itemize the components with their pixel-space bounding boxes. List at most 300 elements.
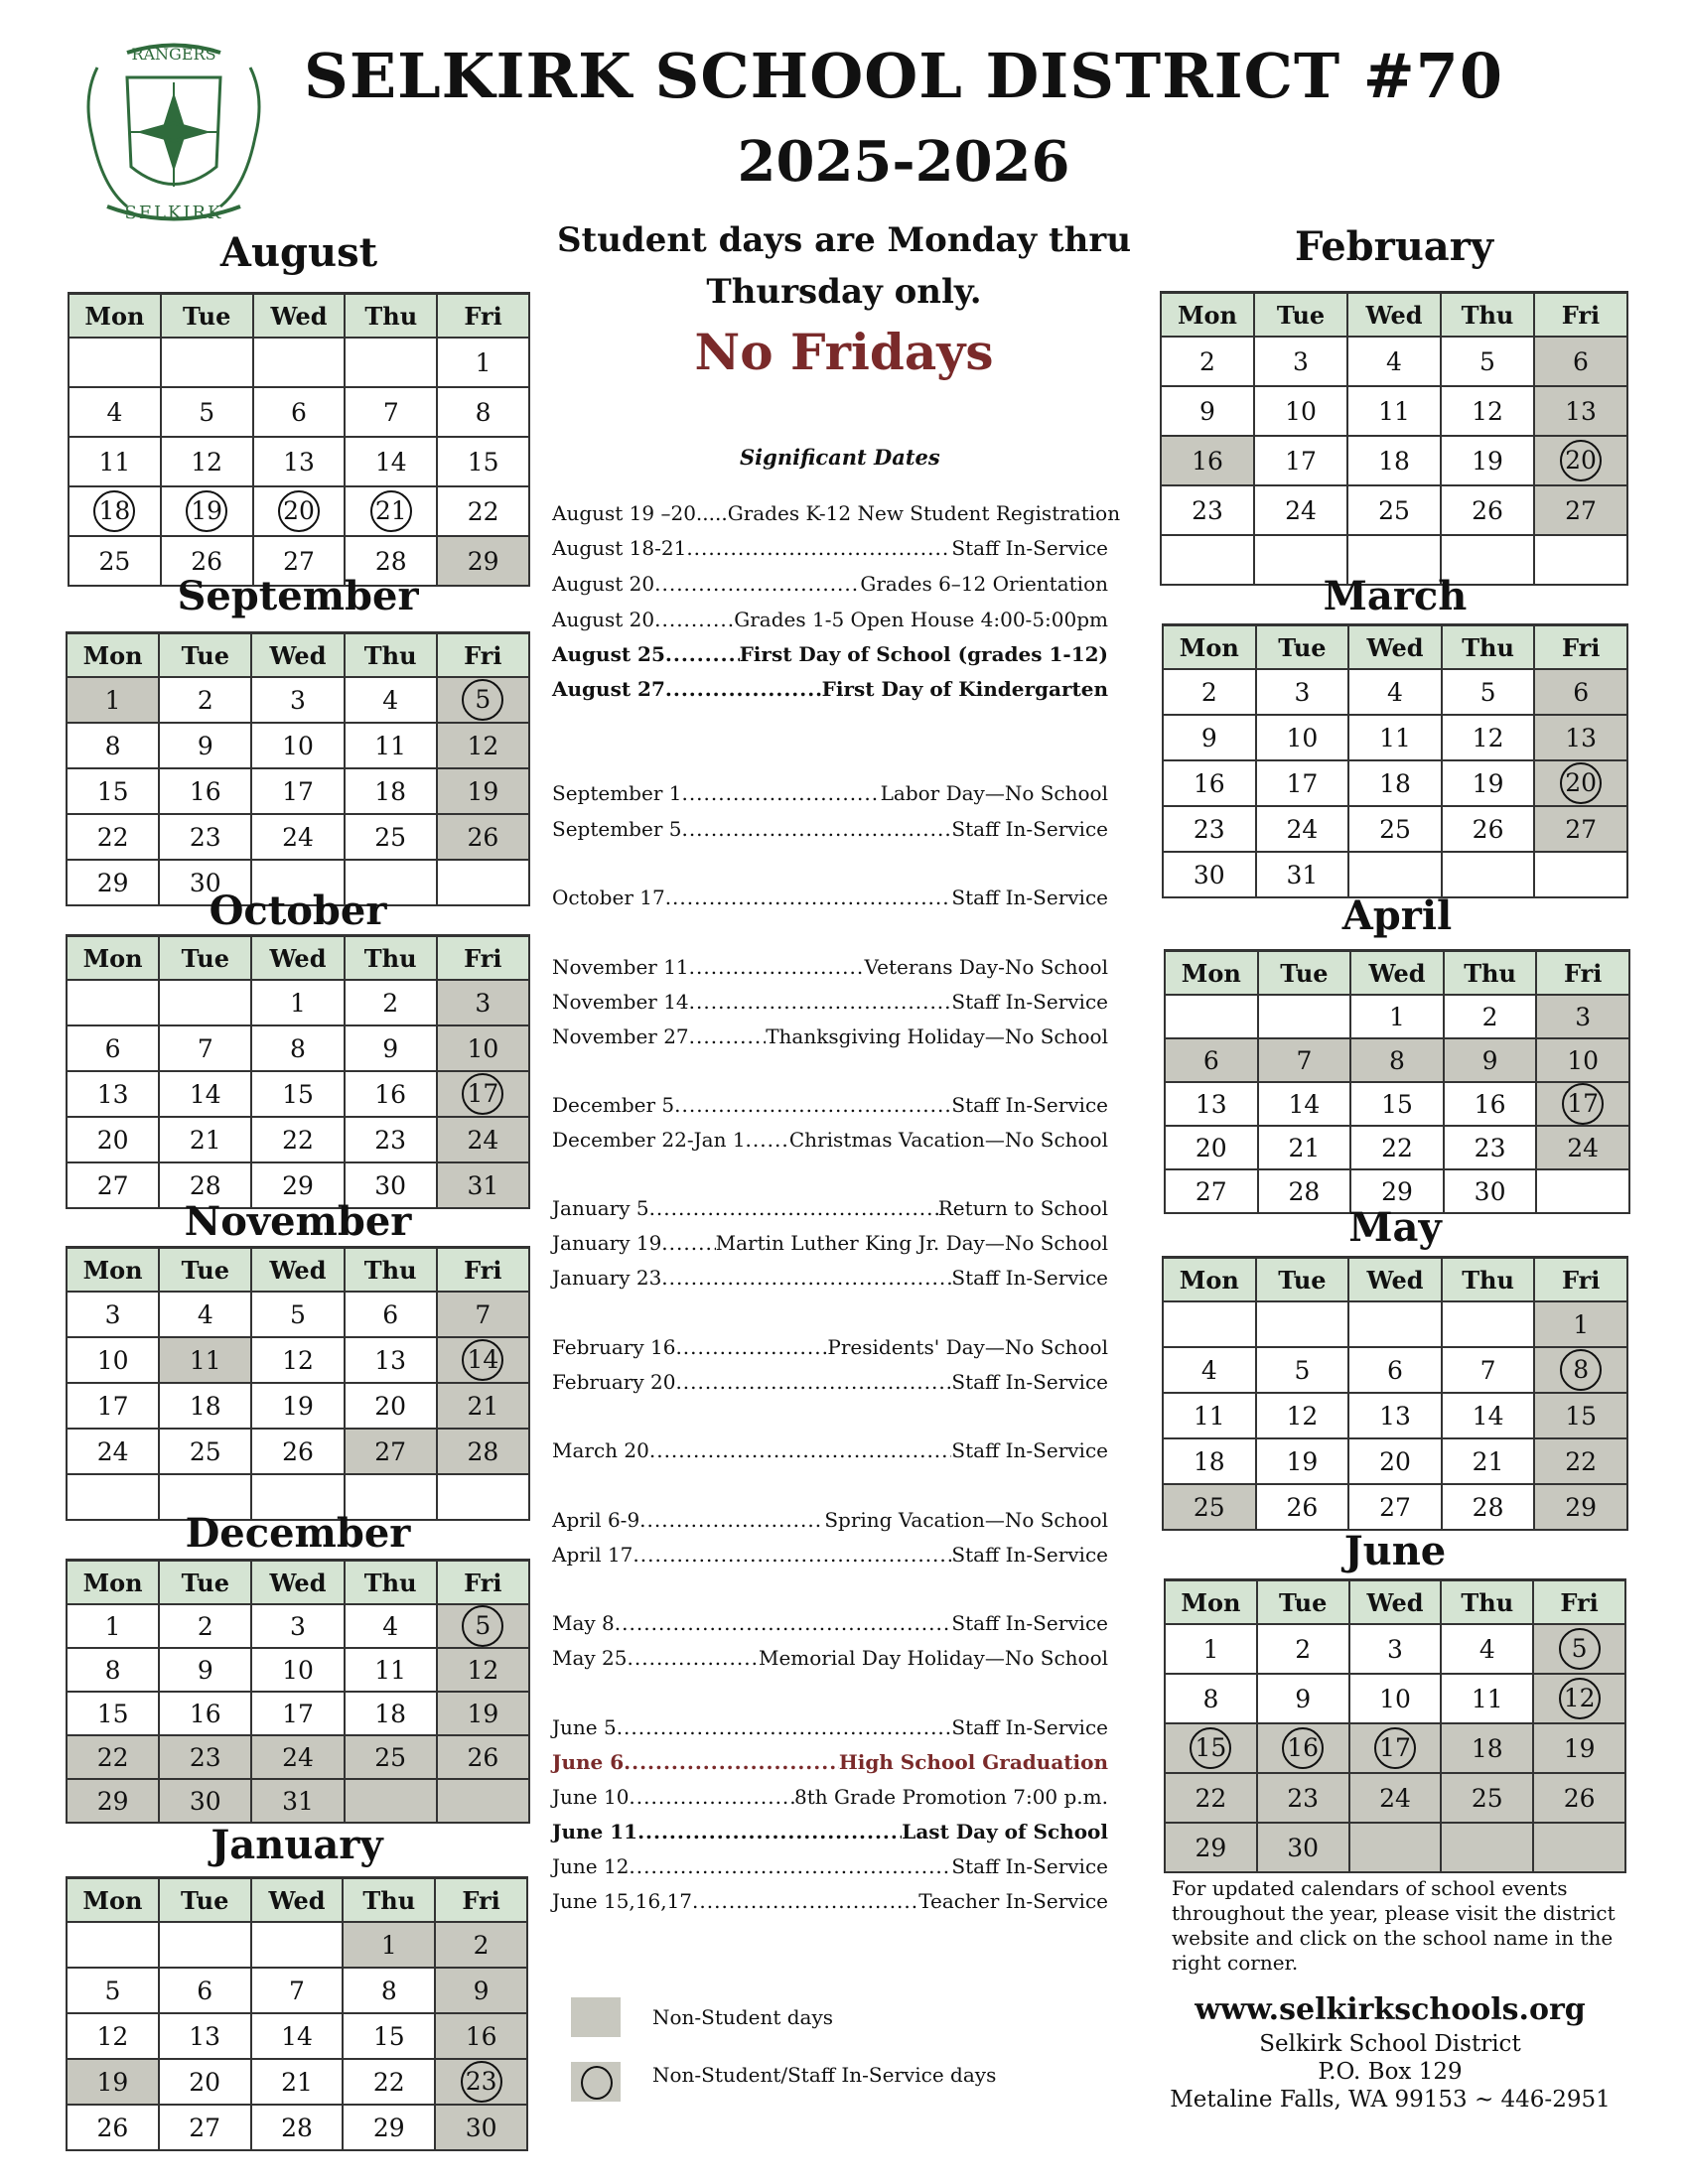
significant-date-item [552, 884, 1108, 911]
day-header: Fri [437, 936, 529, 981]
day-cell: 8 [67, 1648, 159, 1692]
day-cell: 1 [67, 1604, 159, 1648]
event-date: August 18-21 [552, 536, 687, 560]
day-cell: 6 [1348, 1347, 1442, 1393]
day-cell: 13 [253, 437, 346, 486]
day-cell: 8 [1165, 1674, 1257, 1723]
day-cell-non-student: 6 [1165, 1038, 1258, 1082]
day-cell: 3 [251, 677, 344, 723]
day-header: Mon [67, 936, 159, 981]
legend-non-student-label: Non-Student days [652, 2005, 834, 2029]
significant-date-item [552, 1091, 1108, 1119]
day-cell: 20 [159, 2059, 251, 2105]
day-cell: 11 [69, 437, 161, 486]
day-cell: 12 [67, 2013, 159, 2059]
day-cell: 7 [159, 1025, 251, 1071]
day-cell: 5 [1442, 669, 1535, 715]
day-cell: 25 [159, 1429, 251, 1474]
day-header: Wed [251, 633, 344, 678]
day-cell: 4 [1441, 1624, 1533, 1674]
day-cell-non-student: 16 [1161, 436, 1254, 485]
day-cell-non-student [1533, 1624, 1625, 1674]
day-cell: 29 [251, 1162, 344, 1208]
day-header: Thu [1441, 1580, 1533, 1625]
day-cell: 6 [159, 1968, 251, 2013]
day-cell-non-student [437, 677, 529, 723]
event-date: November 27 [552, 1024, 689, 1048]
day-cell: 3 [67, 1292, 159, 1337]
day-cell: 27 [159, 2105, 251, 2150]
day-header: Thu [1442, 625, 1535, 670]
website-link[interactable]: www.selkirkschools.org [1195, 1992, 1586, 2027]
significant-date-item [552, 815, 1108, 843]
significant-date-item [552, 1194, 1108, 1222]
day-cell-non-student: 6 [1534, 669, 1627, 715]
day-cell: 8 [437, 387, 529, 437]
day-cell: 11 [1163, 1393, 1256, 1438]
day-cell: 14 [345, 437, 437, 486]
day-cell-non-student: 31 [437, 1162, 529, 1208]
event-description: Christmas Vacation—No School [788, 1128, 1108, 1152]
day-cell: 4 [69, 387, 161, 437]
event-description: Grades K-12 New Student Registration [727, 501, 1121, 525]
day-cell: 18 [1347, 436, 1441, 485]
significant-date-item [552, 1887, 1108, 1915]
day-cell: 24 [251, 814, 344, 860]
dot-leader [661, 1264, 951, 1292]
day-cell-non-student: 22 [67, 1735, 159, 1779]
day-cell-non-student [435, 2059, 527, 2105]
day-header: Fri [435, 1878, 527, 1923]
in-service-day-marker: 16 [1282, 1727, 1324, 1769]
day-header: Fri [437, 294, 529, 339]
event-date: August 20 [552, 608, 655, 631]
day-cell: 16 [1163, 760, 1256, 806]
day-cell [251, 1922, 344, 1968]
dot-leader [633, 1541, 951, 1569]
page-title: SELKIRK SCHOOL DISTRICT #70 [304, 40, 1503, 112]
calendar-february [1160, 291, 1628, 586]
day-cell: 26 [251, 1429, 344, 1474]
day-cell-non-student: 31 [251, 1779, 344, 1823]
day-cell: 19 [1442, 760, 1535, 806]
day-cell: 29 [1350, 1169, 1444, 1213]
dot-leader [639, 1506, 824, 1534]
day-cell: 21 [159, 1117, 251, 1162]
event-date: June 6 [552, 1750, 625, 1774]
day-cell: 27 [253, 536, 346, 586]
calendar-april [1164, 949, 1630, 1214]
day-cell: 30 [159, 860, 251, 905]
significant-date-item [552, 675, 1108, 703]
day-cell: 17 [1256, 760, 1349, 806]
day-cell: 28 [159, 1162, 251, 1208]
significant-date-item [552, 1229, 1108, 1257]
day-cell: 8 [251, 1025, 344, 1071]
event-description: Thanksgiving Holiday—No School [766, 1024, 1108, 1048]
day-header: Tue [159, 1248, 251, 1293]
day-cell: 14 [1442, 1393, 1535, 1438]
day-cell: 24 [67, 1429, 159, 1474]
day-cell: 17 [1254, 436, 1347, 485]
calendar-january [66, 1876, 528, 2151]
significant-date-item [552, 499, 1121, 527]
day-cell-non-student: 27 [1534, 806, 1627, 852]
day-cell: 9 [1257, 1674, 1349, 1723]
day-cell-non-student: 12 [437, 1648, 529, 1692]
day-cell-non-student: 23 [1257, 1773, 1349, 1823]
day-cell: 15 [251, 1071, 344, 1117]
day-header: Wed [251, 936, 344, 981]
day-cell: 5 [1256, 1347, 1349, 1393]
day-cell: 12 [1256, 1393, 1349, 1438]
in-service-day-marker: 15 [1190, 1727, 1231, 1769]
day-cell: 22 [343, 2059, 435, 2105]
in-service-day-marker: 20 [278, 490, 320, 532]
day-cell-non-student: 7 [437, 1292, 529, 1337]
in-service-day-marker: 23 [461, 2061, 502, 2103]
day-cell: 17 [251, 768, 344, 814]
month-title-august: August [219, 229, 378, 276]
school-year: 2025-2026 [737, 129, 1070, 195]
day-cell: 19 [1256, 1438, 1349, 1484]
day-cell: 29 [343, 2105, 435, 2150]
day-header: Mon [67, 1561, 159, 1605]
day-header: Wed [1350, 951, 1444, 996]
in-service-day-marker: 14 [462, 1339, 503, 1381]
dot-leader [674, 1091, 951, 1119]
day-header: Fri [437, 1248, 529, 1293]
event-date: August 25 [552, 642, 665, 666]
day-cell: 28 [1258, 1169, 1351, 1213]
circle-icon [581, 2066, 613, 2100]
day-cell [1348, 852, 1442, 897]
event-description: Presidents' Day—No School [827, 1335, 1108, 1359]
day-cell-non-student: 24 [251, 1735, 344, 1779]
day-cell: 16 [159, 1692, 251, 1735]
day-cell-non-student [345, 1779, 437, 1823]
day-cell: 20 [67, 1117, 159, 1162]
day-cell-non-student: 19 [67, 2059, 159, 2105]
day-cell: 27 [1348, 1484, 1442, 1530]
day-cell [69, 338, 161, 387]
day-cell-non-student: 28 [437, 1429, 529, 1474]
district-address: Metaline Falls, WA 99153 ~ 446-2951 [1170, 2087, 1611, 2113]
day-cell: 9 [1161, 386, 1254, 436]
day-cell: 20 [1165, 1126, 1258, 1169]
month-title-november: November [184, 1198, 412, 1245]
in-service-day-marker: 20 [1560, 762, 1602, 804]
day-cell-non-student [1534, 1347, 1627, 1393]
day-cell: 5 [1441, 337, 1534, 386]
dot-leader [649, 1194, 938, 1222]
day-cell: 18 [1348, 760, 1442, 806]
dot-leader [665, 640, 740, 668]
significant-date-item [552, 1609, 1108, 1637]
day-cell: 19 [251, 1383, 344, 1429]
day-header: Fri [437, 1561, 529, 1605]
calendar-december [66, 1559, 530, 1824]
day-header: Mon [1163, 1258, 1256, 1302]
day-cell: 13 [1348, 1393, 1442, 1438]
day-header: Mon [1163, 625, 1256, 670]
day-cell: 20 [345, 1383, 437, 1429]
day-header: Tue [1256, 1258, 1349, 1302]
legend-non-student-swatch [571, 1997, 621, 2037]
day-cell-non-student: 19 [1533, 1723, 1625, 1773]
event-description: Staff In-Service [951, 817, 1108, 841]
day-cell: 25 [69, 536, 161, 586]
significant-date-item [552, 988, 1108, 1016]
day-cell: 21 [251, 2059, 344, 2105]
day-header: Tue [1254, 293, 1347, 338]
event-description: Staff In-Service [951, 536, 1108, 560]
day-cell: 23 [1161, 485, 1254, 535]
day-header: Fri [1534, 293, 1627, 338]
month-title-october: October [209, 887, 387, 934]
month-title-april: April [1341, 892, 1453, 939]
dot-leader [637, 1818, 902, 1845]
dot-leader [675, 1368, 951, 1396]
day-cell: 11 [1348, 715, 1442, 760]
event-date: April 6-9 [552, 1508, 640, 1532]
day-cell: 24 [1254, 485, 1347, 535]
day-header: Thu [343, 1878, 435, 1923]
day-cell-non-student: 6 [1534, 337, 1627, 386]
day-cell: 5 [161, 387, 253, 437]
dot-leader [628, 1644, 759, 1672]
day-cell: 10 [1256, 715, 1349, 760]
day-header: Thu [1444, 951, 1537, 996]
day-header: Mon [1161, 293, 1254, 338]
day-cell-non-student [1533, 1674, 1625, 1723]
dot-leader [746, 1126, 789, 1154]
day-cell: 5 [251, 1292, 344, 1337]
day-cell: 23 [345, 1117, 437, 1162]
day-cell: 6 [67, 1025, 159, 1071]
event-description: Staff In-Service [951, 1715, 1108, 1739]
day-cell: 16 [345, 1071, 437, 1117]
event-date: August 19 –20..... [552, 501, 728, 525]
day-cell: 3 [1254, 337, 1347, 386]
day-cell: 2 [1257, 1624, 1349, 1674]
day-cell-non-student: 29 [67, 1779, 159, 1823]
day-cell [253, 486, 346, 536]
event-description: Staff In-Service [951, 886, 1108, 909]
svg-text:SELKIRK: SELKIRK [124, 203, 223, 223]
in-service-day-marker: 18 [93, 490, 135, 532]
day-cell-non-student [1165, 1723, 1257, 1773]
day-header: Tue [1258, 951, 1351, 996]
day-header: Tue [161, 294, 253, 339]
day-cell: 23 [1444, 1126, 1537, 1169]
day-cell-non-student: 22 [1165, 1773, 1257, 1823]
day-cell: 25 [345, 814, 437, 860]
day-cell: 21 [1442, 1438, 1535, 1484]
day-header: Mon [67, 633, 159, 678]
day-cell-non-student: 22 [1534, 1438, 1627, 1484]
day-cell-non-student: 19 [437, 1692, 529, 1735]
day-cell [1534, 852, 1627, 897]
significant-date-item [552, 1264, 1108, 1292]
day-cell: 22 [1350, 1126, 1444, 1169]
significant-date-item [552, 1333, 1108, 1361]
event-description: Teacher In-Service [918, 1889, 1108, 1913]
day-cell: 2 [345, 980, 437, 1025]
day-cell-non-student: 12 [437, 723, 529, 768]
day-header: Fri [1536, 951, 1629, 996]
day-cell: 10 [251, 723, 344, 768]
day-cell-non-student: 30 [1257, 1823, 1349, 1872]
day-cell: 16 [1444, 1082, 1537, 1126]
month-title-february: February [1294, 223, 1494, 270]
day-cell: 17 [251, 1692, 344, 1735]
day-cell: 8 [343, 1968, 435, 2013]
significant-date-item [552, 953, 1108, 981]
day-cell: 1 [437, 338, 529, 387]
day-cell: 30 [345, 1162, 437, 1208]
significant-date-item [552, 1818, 1108, 1845]
in-service-day-marker: 17 [1374, 1727, 1416, 1769]
day-cell [159, 1922, 251, 1968]
dot-leader [649, 1436, 952, 1464]
event-date: January 5 [552, 1196, 649, 1220]
event-description: Veterans Day-No School [864, 955, 1108, 979]
day-cell-non-student: 3 [437, 980, 529, 1025]
day-cell-non-student: 10 [437, 1025, 529, 1071]
dot-leader [681, 815, 951, 843]
day-cell: 9 [345, 1025, 437, 1071]
day-cell: 2 [1163, 669, 1256, 715]
event-date: June 12 [552, 1854, 630, 1878]
significant-dates-title: Significant Dates [740, 445, 940, 470]
month-title-january: January [211, 1822, 383, 1868]
day-cell: 25 [1348, 806, 1442, 852]
day-cell-non-student: 26 [1533, 1773, 1625, 1823]
day-header: Mon [1165, 1580, 1257, 1625]
event-date: January 19 [552, 1231, 662, 1255]
day-cell [159, 980, 251, 1025]
legend-in-service-swatch [571, 2062, 621, 2102]
day-cell: 19 [1441, 436, 1534, 485]
in-service-day-marker: 8 [1560, 1349, 1602, 1391]
day-cell-non-student: 9 [1444, 1038, 1537, 1082]
district-logo [68, 38, 280, 226]
day-cell-non-student: 23 [159, 1735, 251, 1779]
day-cell: 28 [251, 2105, 344, 2150]
day-cell: 15 [67, 1692, 159, 1735]
day-cell [1256, 1301, 1349, 1347]
month-title-september: September [177, 573, 419, 619]
calendar-september [66, 631, 530, 906]
day-header: Thu [1441, 293, 1534, 338]
event-description: Staff In-Service [951, 1611, 1108, 1635]
day-cell: 18 [1163, 1438, 1256, 1484]
in-service-day-marker: 5 [462, 679, 503, 721]
day-cell: 22 [437, 486, 529, 536]
day-cell: 13 [1165, 1082, 1258, 1126]
day-cell [67, 1922, 159, 1968]
day-cell-non-student: 25 [1163, 1484, 1256, 1530]
day-cell [1442, 852, 1535, 897]
month-title-december: December [185, 1510, 411, 1557]
day-cell: 11 [345, 723, 437, 768]
month-title-march: March [1323, 573, 1468, 619]
day-cell: 14 [159, 1071, 251, 1117]
day-header: Tue [159, 1878, 251, 1923]
day-cell: 15 [437, 437, 529, 486]
day-cell-non-student [1534, 436, 1627, 485]
day-cell-non-student: 27 [1534, 485, 1627, 535]
day-cell: 15 [1350, 1082, 1444, 1126]
day-header: Fri [1534, 1258, 1627, 1302]
event-date: June 11 [552, 1820, 638, 1843]
event-date: December 22-Jan 1 [552, 1128, 746, 1152]
day-cell: 14 [1258, 1082, 1351, 1126]
event-description: Staff In-Service [951, 1266, 1108, 1290]
day-cell [1163, 1301, 1256, 1347]
day-header: Wed [1347, 293, 1441, 338]
dot-leader [629, 1783, 794, 1811]
day-cell: 10 [1254, 386, 1347, 436]
day-cell: 3 [251, 1604, 344, 1648]
day-header: Wed [1349, 1580, 1442, 1625]
day-cell: 6 [345, 1292, 437, 1337]
day-cell: 26 [161, 536, 253, 586]
day-header: Thu [345, 633, 437, 678]
day-cell-non-student: 21 [437, 1383, 529, 1429]
day-cell: 10 [1349, 1674, 1442, 1723]
day-cell [161, 338, 253, 387]
day-header: Wed [251, 1878, 344, 1923]
day-cell: 7 [1442, 1347, 1535, 1393]
day-cell-non-student: 24 [1536, 1126, 1629, 1169]
day-cell: 18 [345, 1692, 437, 1735]
day-cell [345, 338, 437, 387]
day-header: Mon [67, 1248, 159, 1293]
day-cell: 28 [345, 536, 437, 586]
legend-in-service-label: Non-Student/Staff In-Service days [652, 2063, 997, 2087]
day-cell-non-student: 24 [1349, 1773, 1442, 1823]
significant-date-item [552, 606, 1108, 633]
event-date: February 20 [552, 1370, 676, 1394]
day-cell-non-student [1536, 1082, 1629, 1126]
dot-leader [675, 1333, 827, 1361]
in-service-day-marker: 17 [462, 1073, 503, 1115]
day-cell: 15 [343, 2013, 435, 2059]
day-cell: 13 [67, 1071, 159, 1117]
day-cell [161, 486, 253, 536]
day-cell: 9 [1163, 715, 1256, 760]
day-cell: 12 [1442, 715, 1535, 760]
calendar-october [66, 934, 530, 1209]
day-cell-non-student: 24 [437, 1117, 529, 1162]
day-cell-non-student: 29 [437, 536, 529, 586]
day-cell: 2 [1444, 995, 1537, 1038]
month-title-june: June [1343, 1528, 1447, 1574]
day-header: Thu [345, 1561, 437, 1605]
significant-date-item [552, 1852, 1108, 1880]
day-header: Fri [437, 633, 529, 678]
day-cell: 28 [1442, 1484, 1535, 1530]
dot-leader [665, 675, 822, 703]
dot-leader [615, 1609, 952, 1637]
day-cell: 23 [1163, 806, 1256, 852]
day-cell: 17 [67, 1383, 159, 1429]
day-cell: 9 [159, 723, 251, 768]
day-cell-non-student: 2 [435, 1922, 527, 1968]
district-name: Selkirk School District [1259, 2031, 1521, 2057]
